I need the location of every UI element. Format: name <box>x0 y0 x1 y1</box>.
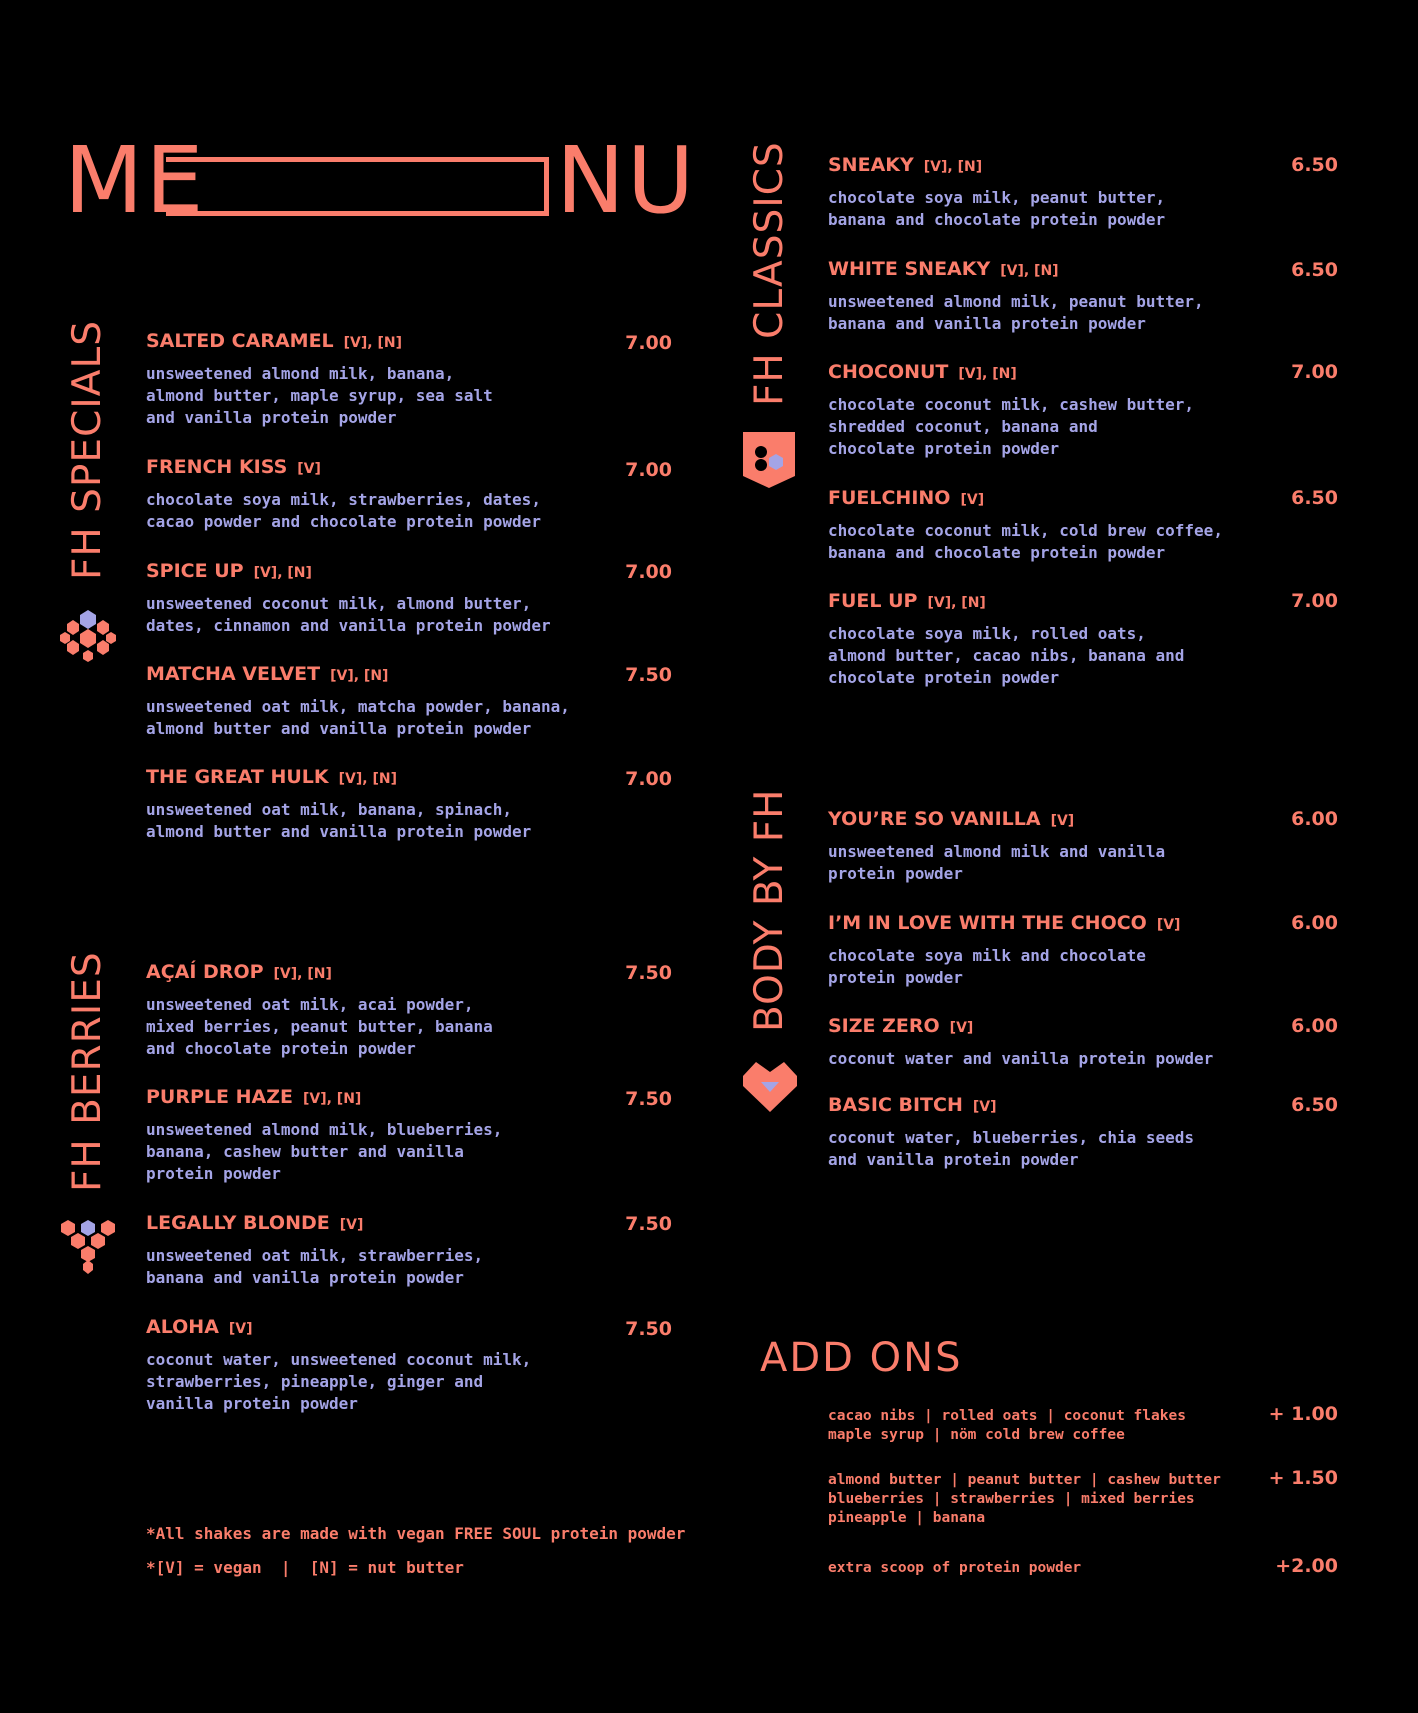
item-description: coconut water, unsweetened coconut milk, strawberries, pineapple, ginger and vanilla protein powder <box>146 1350 532 1413</box>
item-description: unsweetened coconut milk, almond butter, dates, cinnamon and vanilla protein powder <box>146 594 551 635</box>
item-name: SPICE UP <box>146 560 244 582</box>
item-price: 7.00 <box>1291 361 1338 383</box>
heart-icon <box>743 1062 797 1112</box>
menu-item <box>828 912 1180 989</box>
item-name: CHOCONUT <box>828 361 949 383</box>
item-name: FRENCH KISS <box>146 456 288 478</box>
addon-group: almond butter | peanut butter | cashew butter blueberries | strawberries | mixed berries pineapple | banana <box>828 1472 1221 1526</box>
item-price: 7.00 <box>625 332 672 354</box>
item-tags: [V], [N] <box>958 366 1017 382</box>
item-price: 7.50 <box>625 1318 672 1340</box>
menu-item <box>828 808 1165 885</box>
item-price: 7.50 <box>625 962 672 984</box>
item-description: unsweetened almond milk, peanut butter, banana and vanilla protein powder <box>828 292 1204 333</box>
item-tags: [V], [N] <box>253 565 312 581</box>
menu-item <box>828 1015 1213 1070</box>
item-description: unsweetened almond milk, banana, almond butter, maple syrup, sea salt and vanilla protein powder <box>146 364 493 427</box>
item-name: PURPLE HAZE <box>146 1086 293 1108</box>
menu-item <box>828 1094 1194 1171</box>
item-tags: [V], [N] <box>1000 263 1059 279</box>
item-name: SALTED CARAMEL <box>146 330 334 352</box>
item-name: THE GREAT HULK <box>146 766 329 788</box>
item-description: chocolate soya milk, strawberries, dates, cacao powder and chocolate protein powder <box>146 490 541 531</box>
item-name: MATCHA VELVET <box>146 663 321 685</box>
item-price: 7.00 <box>625 459 672 481</box>
item-tags: [V] <box>228 1321 253 1337</box>
menu-item <box>828 590 1184 689</box>
item-price: 7.50 <box>625 1213 672 1235</box>
item-name: LEGALLY BLONDE <box>146 1212 330 1234</box>
menu-item <box>146 663 570 740</box>
item-tags: [V] <box>297 461 321 477</box>
item-tags: [V] <box>339 1217 364 1233</box>
item-name: SNEAKY <box>828 154 914 176</box>
item-name: FUEL UP <box>828 590 918 612</box>
berry-cluster-icon <box>60 1220 116 1274</box>
section-label-classics: FH CLASSICS <box>747 141 792 406</box>
item-description: unsweetened almond milk and vanilla protein powder <box>828 842 1166 883</box>
item-tags: [V], [N] <box>330 668 389 684</box>
item-tags: [V], [N] <box>343 335 402 351</box>
item-price: 6.50 <box>1291 487 1338 509</box>
item-name: ALOHA <box>146 1316 219 1338</box>
item-price: 6.00 <box>1291 808 1338 830</box>
item-description: unsweetened oat milk, banana, spinach, almond butter and vanilla protein powder <box>146 800 532 841</box>
item-description: chocolate coconut milk, cold brew coffee, banana and chocolate protein powder <box>828 521 1223 562</box>
addon-price: + 1.50 <box>1268 1467 1338 1489</box>
section-label-berries: FH BERRIES <box>65 951 110 1192</box>
item-description: coconut water and vanilla protein powder <box>828 1049 1214 1068</box>
item-description: chocolate soya milk and chocolate protein powder <box>828 946 1146 987</box>
section-label-specials: FH SPECIALS <box>65 320 110 580</box>
addons-title: ADD ONS <box>760 1335 963 1381</box>
item-price: 6.50 <box>1291 1094 1338 1116</box>
item-price: 7.50 <box>625 664 672 686</box>
menu-title-bar <box>166 157 549 216</box>
item-name: AÇAÍ DROP <box>146 961 264 983</box>
item-tags: [V] <box>1156 917 1181 933</box>
item-price: 6.50 <box>1291 154 1338 176</box>
item-description: unsweetened almond milk, blueberries, banana, cashew butter and vanilla protein powder <box>146 1120 503 1183</box>
item-name: I’M IN LOVE WITH THE CHOCO <box>828 912 1147 934</box>
item-name: SIZE ZERO <box>828 1015 940 1037</box>
item-tags: [V], [N] <box>923 159 983 175</box>
item-tags: [V] <box>949 1020 974 1036</box>
item-tags: [V] <box>1050 813 1075 829</box>
item-description: unsweetened oat milk, strawberries, banana and vanilla protein powder <box>146 1246 484 1287</box>
item-price: 6.50 <box>1291 259 1338 281</box>
item-name: FUELCHINO <box>828 487 951 509</box>
item-description: coconut water, blueberries, chia seeds and vanilla protein powder <box>828 1128 1195 1169</box>
menu-item <box>146 961 493 1060</box>
shield-icon <box>743 432 795 488</box>
menu-item <box>146 1316 531 1415</box>
addon-price: +2.00 <box>1275 1555 1338 1577</box>
item-name: WHITE SNEAKY <box>828 258 991 280</box>
menu-item <box>146 1086 502 1185</box>
legend-footnote: *[V] = vegan | [N] = nut butter <box>146 1558 464 1577</box>
menu-item <box>146 330 493 429</box>
item-tags: [V], [N] <box>302 1091 362 1107</box>
item-price: 7.50 <box>625 1088 672 1110</box>
hexagon-cluster-icon <box>60 610 116 662</box>
item-tags: [V] <box>960 492 985 508</box>
item-name: YOU’RE SO VANILLA <box>828 808 1041 830</box>
menu-item <box>828 361 1194 460</box>
item-price: 6.00 <box>1291 1015 1338 1037</box>
addon-group: extra scoop of protein powder <box>828 1560 1082 1576</box>
item-tags: [V], [N] <box>927 595 986 611</box>
item-tags: [V], [N] <box>273 966 332 982</box>
addon-group: cacao nibs | rolled oats | coconut flakes maple syrup | nöm cold brew coffee <box>828 1408 1186 1443</box>
addon-price: + 1.00 <box>1268 1403 1338 1425</box>
menu-item <box>146 766 531 843</box>
item-price: 6.00 <box>1291 912 1338 934</box>
menu-item <box>828 154 1165 231</box>
item-name: BASIC BITCH <box>828 1094 963 1116</box>
item-price: 7.00 <box>625 561 672 583</box>
menu-item <box>146 1212 483 1289</box>
item-tags: [V] <box>972 1099 997 1115</box>
item-description: chocolate coconut milk, cashew butter, shredded coconut, banana and chocolate protein powder <box>828 395 1195 458</box>
item-description: unsweetened oat milk, acai powder, mixed berries, peanut butter, banana and chocolate protein powder <box>146 995 493 1058</box>
item-description: unsweetened oat milk, matcha powder, banana, almond butter and vanilla protein powder <box>146 697 570 738</box>
menu-title-left: ME <box>64 127 206 234</box>
menu-item <box>828 258 1204 335</box>
item-description: chocolate soya milk, rolled oats, almond butter, cacao nibs, banana and chocolate protein powder <box>828 624 1185 687</box>
menu-item <box>146 456 541 533</box>
menu-item <box>828 487 1223 564</box>
protein-footnote: *All shakes are made with vegan FREE SOUL protein powder <box>146 1524 686 1543</box>
menu-item <box>146 560 551 637</box>
item-tags: [V], [N] <box>338 771 397 787</box>
item-price: 7.00 <box>625 768 672 790</box>
menu-title-right: NU <box>556 127 697 234</box>
item-description: chocolate soya milk, peanut butter, banana and chocolate protein powder <box>828 188 1166 229</box>
item-price: 7.00 <box>1291 590 1338 612</box>
section-label-body: BODY BY FH <box>747 788 792 1032</box>
